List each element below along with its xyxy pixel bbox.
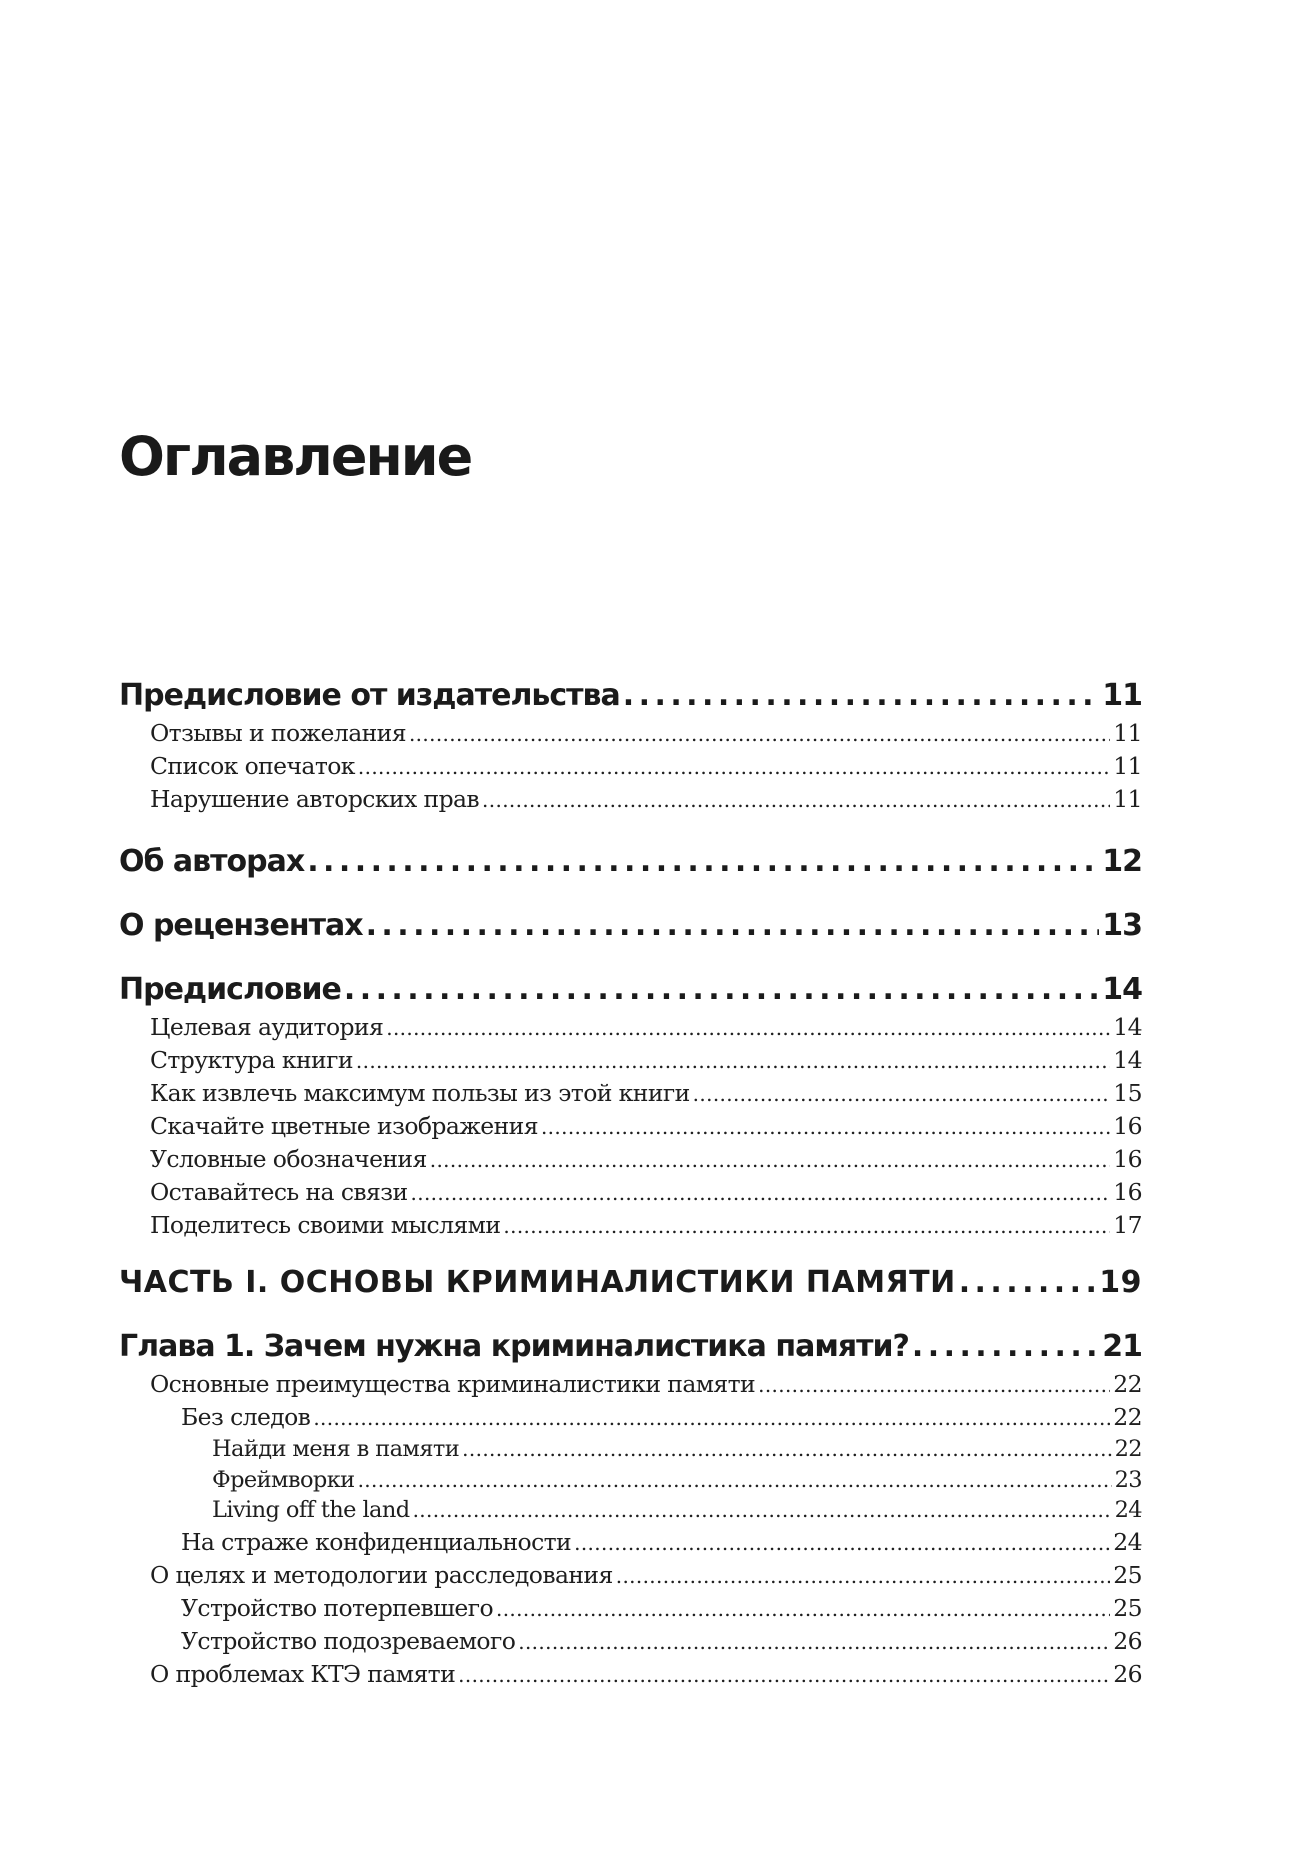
toc-spacer [119, 1242, 1142, 1262]
toc-page-number: 14 [1113, 1046, 1142, 1074]
toc-chapter-entry[interactable] [119, 969, 1142, 1011]
toc-section-entry[interactable] [119, 1368, 1142, 1401]
dot-leader [616, 1559, 1111, 1593]
toc-page-number: 16 [1113, 1112, 1142, 1140]
toc-part-entry[interactable] [119, 1262, 1142, 1304]
toc-spacer [119, 883, 1142, 905]
toc-entry-title: Предисловие [119, 972, 341, 1007]
toc-page-number: 13 [1102, 908, 1142, 943]
dot-leader [358, 750, 1110, 784]
toc-entry-title: Основные преимущества криминалистики памяти [150, 1370, 756, 1398]
toc-section-entry[interactable] [119, 717, 1142, 750]
dot-leader [574, 1526, 1110, 1560]
dot-leader [959, 1262, 1097, 1304]
toc-entry-title: Скачайте цветные изображения [150, 1112, 538, 1140]
toc-page-number: 12 [1102, 844, 1142, 879]
toc-page-number: 24 [1114, 1497, 1142, 1523]
toc-entry-title: Устройство подозреваемого [181, 1626, 516, 1655]
dot-leader [366, 905, 1100, 947]
toc-section-entry[interactable] [119, 1658, 1142, 1691]
toc-entry-title: На страже конфиденциальности [181, 1527, 572, 1556]
dot-leader [623, 675, 1099, 717]
toc-page-number: 25 [1113, 1593, 1142, 1622]
toc-section-entry[interactable] [119, 1559, 1142, 1592]
toc-spacer [119, 1304, 1142, 1326]
toc-page-number: 23 [1114, 1466, 1142, 1493]
toc-section-entry[interactable] [119, 750, 1142, 783]
toc-page-number: 14 [1102, 972, 1142, 1007]
dot-leader [358, 1465, 1112, 1496]
toc-chapter-entry[interactable] [119, 675, 1142, 717]
dot-leader [496, 1592, 1110, 1626]
table-of-contents [119, 675, 1142, 1691]
toc-entry-title: Целевая аудитория [150, 1013, 384, 1041]
dot-leader [503, 1209, 1110, 1243]
dot-leader [912, 1326, 1099, 1368]
toc-chapter-entry[interactable] [119, 1326, 1142, 1368]
toc-entry-title: Как извлечь максимум пользы из этой книги [150, 1079, 690, 1107]
toc-page-number: 15 [1113, 1079, 1142, 1107]
toc-chapter-entry[interactable] [119, 841, 1142, 883]
dot-leader [409, 717, 1110, 751]
toc-page-number: 21 [1102, 1329, 1142, 1364]
toc-entry-title: О целях и методологии расследования [150, 1560, 613, 1589]
toc-section-entry[interactable] [119, 1434, 1142, 1465]
toc-section-entry[interactable] [119, 783, 1142, 816]
toc-entry-title: Структура книги [150, 1046, 353, 1074]
toc-section-entry[interactable] [119, 1526, 1142, 1559]
toc-section-entry[interactable] [119, 1077, 1142, 1110]
toc-entry-title: О проблемах КТЭ памяти [150, 1659, 456, 1688]
toc-entry-title: Об авторах [119, 844, 305, 879]
toc-section-entry[interactable] [119, 1592, 1142, 1625]
toc-entry-title: Living off the land [212, 1497, 410, 1523]
toc-entry-title: Фреймворки [212, 1466, 355, 1493]
dot-leader [413, 1495, 1112, 1526]
dot-leader [462, 1434, 1111, 1465]
toc-section-entry[interactable] [119, 1401, 1142, 1434]
toc-entry-title: Оставайтесь на связи [150, 1178, 408, 1206]
toc-entry-title: Без следов [181, 1403, 311, 1431]
toc-entry-title: Найди меня в памяти [212, 1436, 460, 1462]
dot-leader [411, 1176, 1111, 1210]
dot-leader [430, 1143, 1111, 1177]
toc-section-entry[interactable] [119, 1143, 1142, 1176]
toc-page-number: 11 [1113, 785, 1142, 813]
toc-entry-title: Список опечаток [150, 752, 355, 780]
toc-entry-title: ЧАСТЬ I. ОСНОВЫ КРИМИНАЛИСТИКИ ПАМЯТИ [119, 1265, 956, 1300]
toc-spacer [119, 816, 1142, 841]
dot-leader [313, 1401, 1110, 1435]
toc-entry-title: О рецензентах [119, 908, 363, 943]
toc-page-number: 26 [1113, 1659, 1142, 1688]
toc-entry-title: Устройство потерпевшего [181, 1593, 493, 1622]
dot-leader [693, 1077, 1111, 1111]
toc-page-number: 25 [1113, 1560, 1142, 1589]
toc-chapter-entry[interactable] [119, 905, 1142, 947]
toc-spacer [119, 947, 1142, 969]
dot-leader [344, 969, 1099, 1011]
toc-page-number: 11 [1113, 719, 1142, 747]
toc-entry-title: Нарушение авторских прав [150, 785, 480, 813]
toc-page-number: 16 [1113, 1145, 1142, 1173]
toc-entry-title: Поделитесь своими мыслями [150, 1211, 501, 1239]
toc-section-entry[interactable] [119, 1011, 1142, 1044]
toc-section-entry[interactable] [119, 1209, 1142, 1242]
toc-page-number: 22 [1114, 1436, 1142, 1462]
toc-entry-title: Предисловие от издательства [119, 678, 620, 713]
toc-page-number: 17 [1113, 1211, 1142, 1239]
toc-page-number: 22 [1113, 1370, 1142, 1398]
toc-section-entry[interactable] [119, 1044, 1142, 1077]
toc-section-entry[interactable] [119, 1495, 1142, 1526]
dot-leader [458, 1658, 1110, 1692]
dot-leader [518, 1625, 1110, 1659]
toc-section-entry[interactable] [119, 1625, 1142, 1658]
toc-entry-title: Глава 1. Зачем нужна криминалистика памяти? [119, 1329, 909, 1364]
dot-leader [307, 841, 1099, 883]
toc-page-number: 14 [1113, 1013, 1142, 1041]
dot-leader [386, 1011, 1110, 1045]
dot-leader [758, 1368, 1110, 1402]
toc-page-number: 11 [1102, 678, 1142, 713]
toc-page-number: 16 [1113, 1178, 1142, 1206]
toc-entry-title: Условные обозначения [150, 1145, 427, 1173]
toc-page-number: 26 [1113, 1626, 1142, 1655]
toc-page-number: 19 [1099, 1265, 1142, 1300]
toc-section-entry[interactable] [119, 1110, 1142, 1143]
dot-leader [356, 1044, 1110, 1078]
dot-leader [541, 1110, 1110, 1144]
toc-page-number: 24 [1113, 1527, 1142, 1556]
dot-leader [482, 783, 1110, 817]
toc-section-entry[interactable] [119, 1176, 1142, 1209]
page-title: Оглавление [119, 425, 472, 488]
toc-section-entry[interactable] [119, 1465, 1142, 1496]
toc-page-number: 22 [1113, 1403, 1142, 1431]
toc-entry-title: Отзывы и пожелания [150, 719, 406, 747]
toc-page-number: 11 [1113, 752, 1142, 780]
